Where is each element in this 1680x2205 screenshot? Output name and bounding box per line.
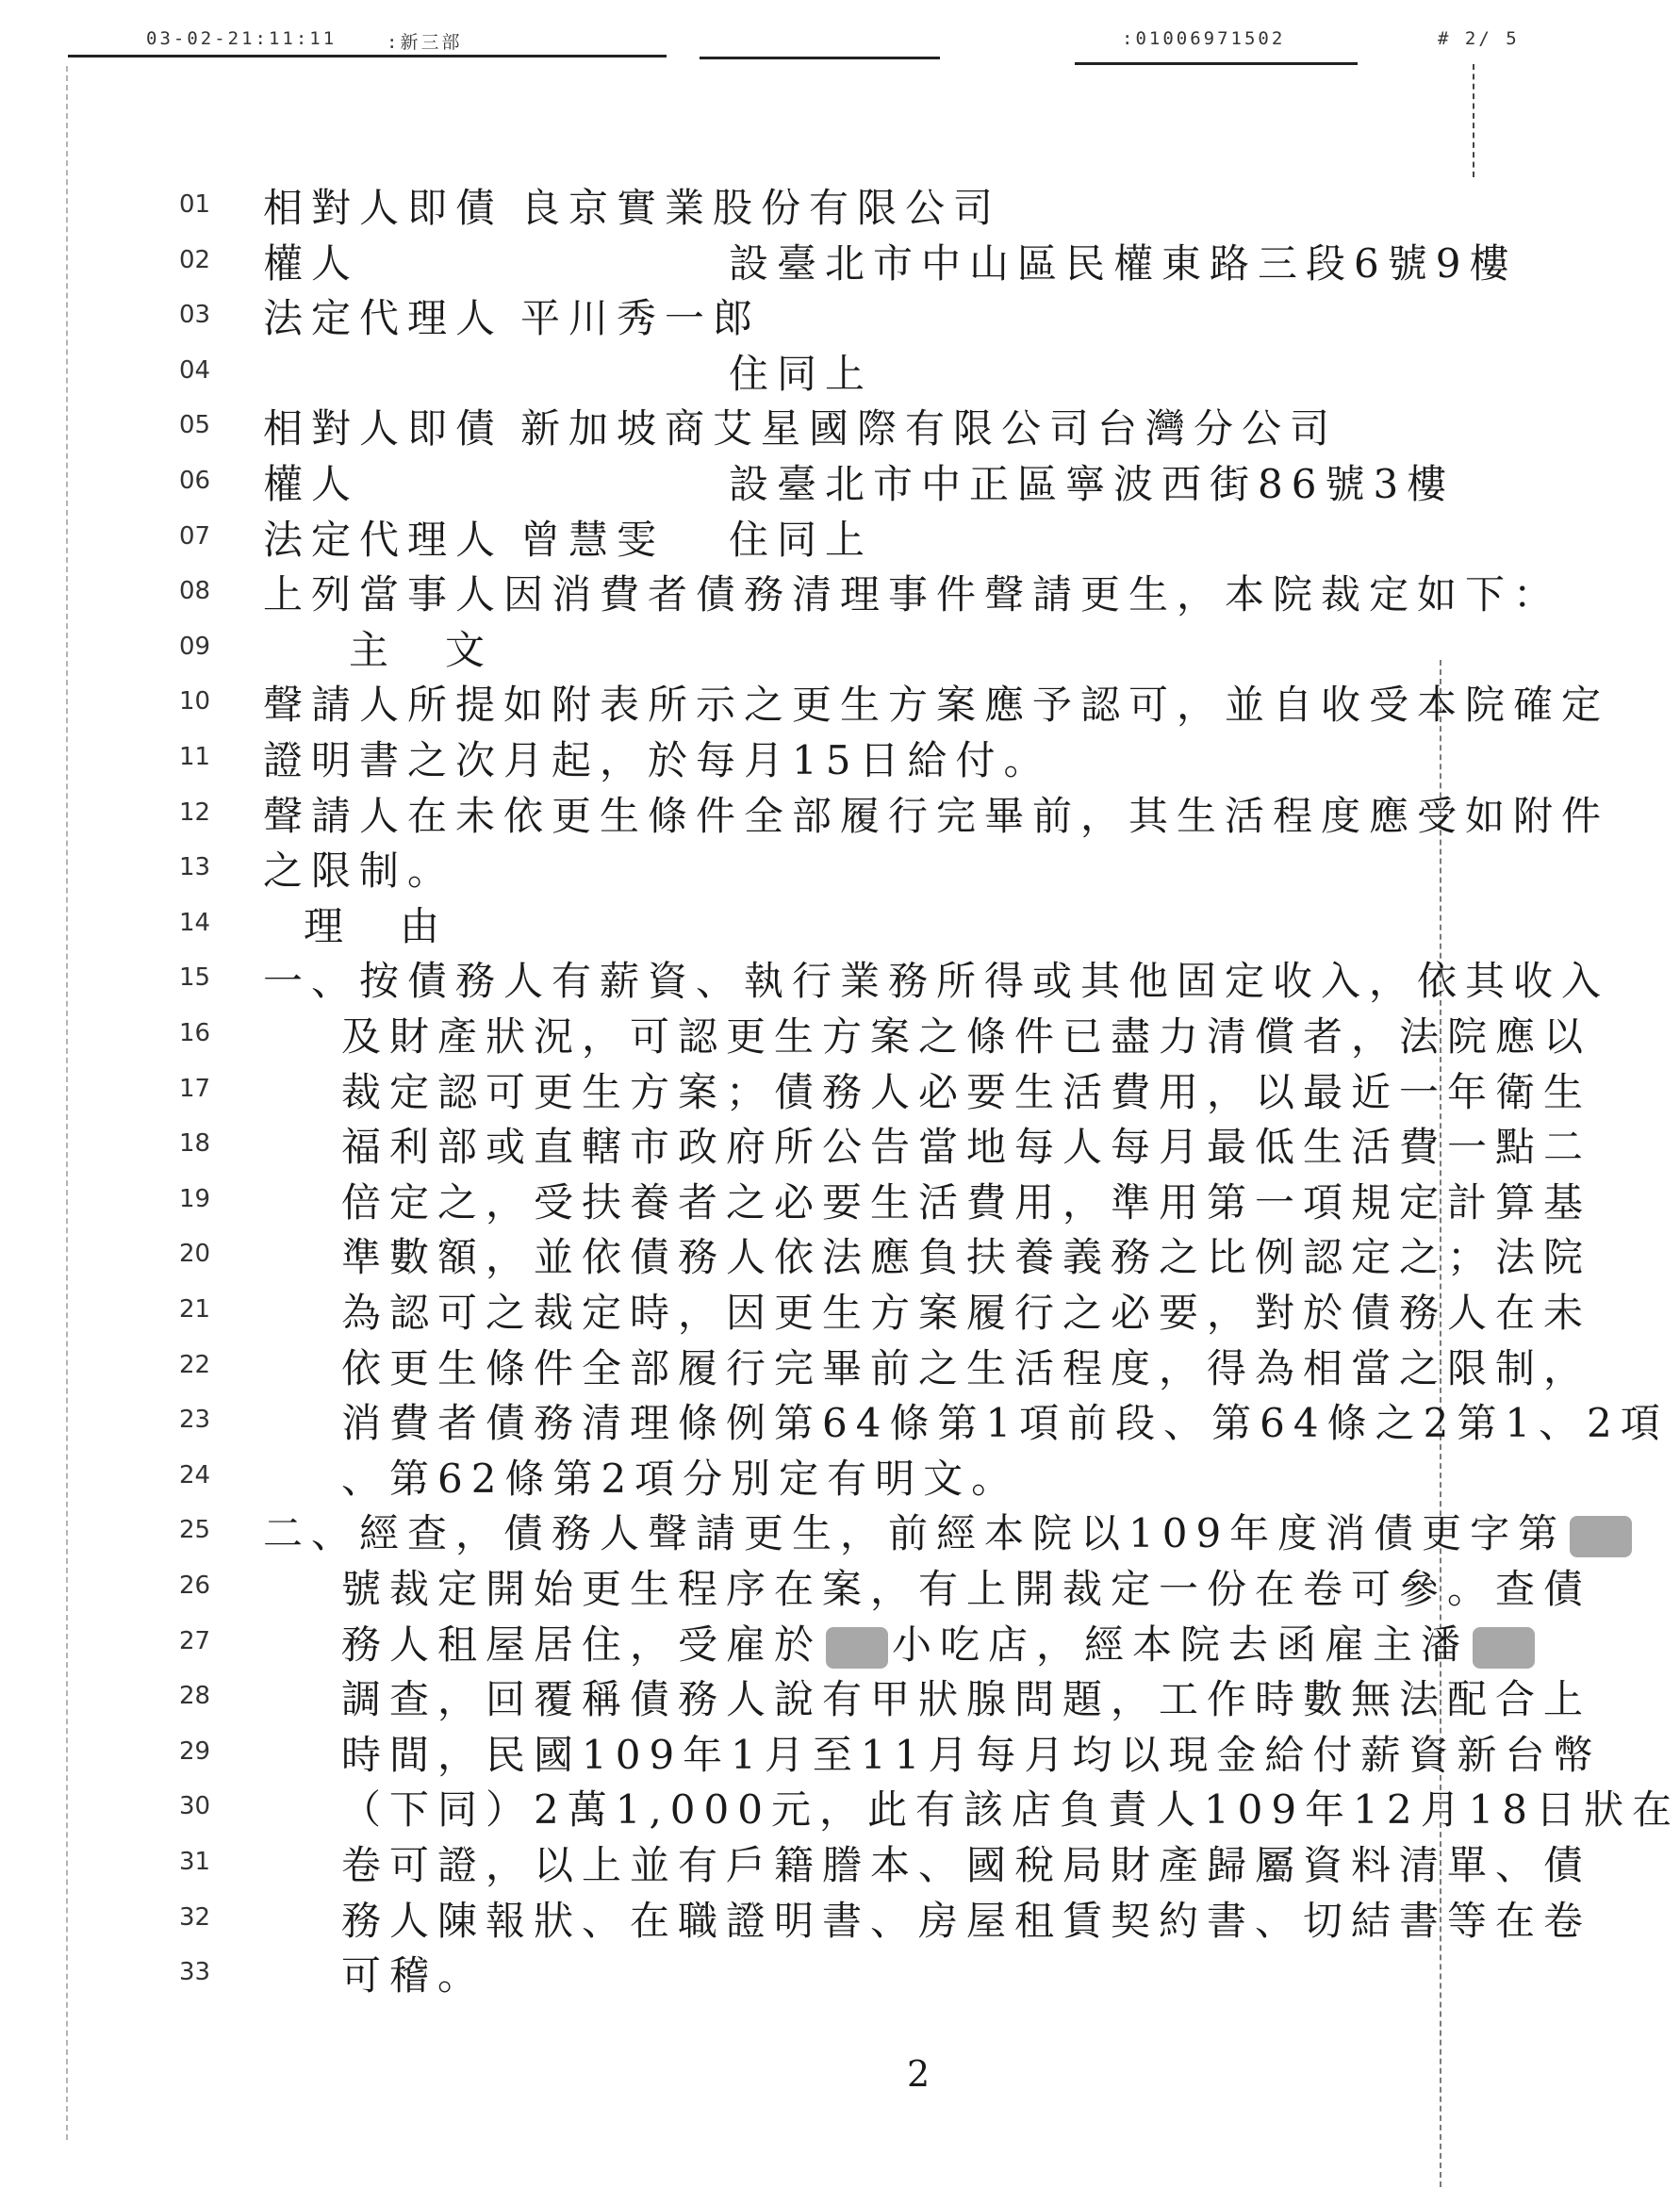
line-text-addr: 設臺北市中山區民權東路三段6號9樓 — [729, 239, 1518, 287]
line-number: 09 — [179, 632, 211, 661]
line-number: 31 — [179, 1848, 211, 1876]
line-text-label: 相對人即債 — [263, 405, 504, 453]
line-number: 26 — [179, 1571, 211, 1600]
line-number: 03 — [179, 301, 211, 330]
document-line — [0, 1120, 1592, 1175]
document-line — [0, 789, 1610, 844]
line-text-indent: 依更生條件全部履行完畢前之生活程度，得為相當之限制， — [341, 1344, 1592, 1391]
document-line — [0, 1672, 1592, 1727]
line-number: 02 — [179, 245, 211, 274]
line-number: 01 — [179, 190, 211, 219]
line-text-name: 新加坡商艾星國際有限公司台灣分公司 — [520, 405, 1339, 453]
line-text-indent: 準數額，並依債務人依法應負扶養義務之比例認定之；法院 — [341, 1234, 1592, 1281]
line-number: 15 — [179, 963, 211, 993]
line-text-addr: 住同上 — [729, 350, 874, 397]
document-line — [0, 733, 1428, 788]
line-number: 18 — [179, 1129, 211, 1159]
line-text-heading2: 理 由 — [304, 902, 449, 949]
line-number: 07 — [179, 521, 211, 551]
document-line — [0, 181, 1428, 236]
document-line — [0, 1010, 1592, 1064]
line-text-body: 之限制。 — [263, 847, 456, 895]
line-number: 22 — [179, 1350, 211, 1379]
line-text-indent: 為認可之裁定時，因更生方案履行之必要，對於債務人在未 — [341, 1290, 1592, 1336]
line-text-indent: 裁定認可更生方案；債務人必要生活費用，以最近一年衛生 — [341, 1068, 1592, 1115]
document-line — [0, 1176, 1592, 1230]
fax-datetime: 03-02-21:11:11 — [146, 28, 338, 49]
line-text-indent: 、第62條第2項分別定有明文。 — [341, 1455, 1020, 1502]
scan-edge-right — [1473, 64, 1474, 177]
line-number: 19 — [179, 1184, 211, 1213]
line-text-indent: （下同）2萬1,000元，此有該店負責人109年12月18日狀在 — [341, 1786, 1680, 1834]
line-number: 27 — [179, 1626, 211, 1655]
document-line — [0, 1452, 1428, 1506]
line-text-body: 一、按債務人有薪資、執行業務所得或其他固定收入，依其收入 — [263, 958, 1610, 1005]
redaction-block — [1473, 1627, 1535, 1669]
line-number: 25 — [179, 1516, 211, 1545]
document-line — [0, 457, 1456, 512]
document-line — [0, 899, 1428, 954]
line-number: 23 — [179, 1406, 211, 1435]
fax-page-counter: # 2/ 5 — [1438, 28, 1520, 49]
document-line — [0, 623, 1428, 678]
line-text-label: 相對人即債 — [263, 185, 504, 231]
line-number: 10 — [179, 687, 211, 716]
line-text-part: 務人租屋居住，受雇於 — [341, 1621, 823, 1668]
line-text-indent: 福利部或直轄市政府所公告當地每人每月最低生活費一點二 — [341, 1124, 1592, 1171]
line-text-part: 二、經查，債務人聲請更生，前經本院以109年度消債更字第 — [263, 1510, 1567, 1557]
line-number: 11 — [179, 743, 211, 771]
header-rule — [68, 55, 667, 58]
header-rule — [700, 57, 940, 59]
line-text-label: 權人 — [263, 239, 360, 287]
document-line — [0, 844, 1428, 898]
redaction-block — [826, 1627, 888, 1669]
line-number: 16 — [179, 1019, 211, 1047]
line-number: 24 — [179, 1460, 211, 1489]
line-text-body: 上列當事人因消費者債務清理事件聲請更生，本院裁定如下： — [263, 571, 1562, 618]
line-text-indent: 消費者債務清理條例第64條第1項前段、第64條之2第1、2項 — [341, 1400, 1669, 1447]
document-line — [0, 1286, 1592, 1341]
document-line — [0, 1894, 1592, 1949]
document-line — [0, 678, 1610, 732]
line-text-body: 證明書之次月起，於每月15日給付。 — [263, 737, 1052, 783]
document-line — [0, 1783, 1680, 1837]
line-number: 33 — [179, 1958, 211, 1987]
line-text-indent: 調查，回覆稱債務人說有甲狀腺問題，工作時數無法配合上 — [341, 1676, 1592, 1723]
line-text-indent: 及財產狀況，可認更生方案之條件已盡力清償者，法院應以 — [341, 1013, 1592, 1060]
document-line — [0, 291, 1428, 346]
line-number: 14 — [179, 908, 211, 937]
line-text-indent: 卷可證，以上並有戶籍謄本、國稅局財產歸屬資料清單、債 — [341, 1842, 1592, 1888]
line-text-indent: 可稽。 — [341, 1952, 486, 1999]
document-line — [0, 1562, 1592, 1617]
document-line — [0, 1618, 1470, 1672]
line-number: 05 — [179, 411, 211, 440]
line-number: 17 — [179, 1074, 211, 1103]
document-line — [0, 568, 1562, 622]
line-number: 06 — [179, 467, 211, 495]
line-text-indent: 務人陳報狀、在職證明書、房屋租賃契約書、切結書等在卷 — [341, 1897, 1592, 1944]
document-line — [0, 954, 1610, 1009]
line-text-indent: 號裁定開始更生程序在案，有上開裁定一份在卷可參。查債 — [341, 1566, 1592, 1612]
line-number: 13 — [179, 853, 211, 882]
line-number: 12 — [179, 798, 211, 827]
line-text-label: 法定代理人 — [263, 516, 504, 563]
document-line — [0, 1341, 1592, 1396]
line-number: 20 — [179, 1240, 211, 1269]
document-line — [0, 347, 1428, 402]
document-line — [0, 1728, 1602, 1783]
line-text-indent: 時間，民國109年1月至11月每月均以現金給付薪資新台幣 — [341, 1731, 1602, 1778]
line-text-body: 聲請人所提如附表所示之更生方案應予認可，並自收受本院確定 — [263, 682, 1610, 729]
fax-number: :01006971502 — [1122, 28, 1286, 49]
line-number: 30 — [179, 1792, 211, 1821]
line-text-label: 權人 — [263, 461, 360, 507]
line-text-indent — [341, 1618, 1539, 1672]
line-text-name: 平川秀一郎 — [520, 295, 762, 342]
line-text-part: 小吃店，經本院去函雇主潘 — [892, 1621, 1470, 1668]
document-line — [0, 1506, 1567, 1561]
line-text-addr: 住同上 — [729, 516, 874, 563]
document-line — [0, 1838, 1592, 1893]
document-line — [0, 1396, 1669, 1451]
line-number: 04 — [179, 355, 211, 385]
page-number: 2 — [907, 2053, 931, 2095]
fax-sender: :新三部 — [387, 32, 463, 53]
line-text-label: 法定代理人 — [263, 295, 504, 342]
document-line — [0, 1065, 1592, 1120]
line-text-heading: 主 文 — [349, 626, 494, 673]
header-rule — [1075, 62, 1358, 65]
document-line — [0, 513, 1428, 568]
line-text-addr: 設臺北市中正區寧波西街86號3樓 — [729, 461, 1456, 507]
line-text-body: 聲請人在未依更生條件全部履行完畢前，其生活程度應受如附件 — [263, 792, 1610, 839]
line-text-body — [263, 1506, 1636, 1561]
document-line — [0, 237, 1518, 291]
line-text-indent: 倍定之，受扶養者之必要生活費用，準用第一項規定計算基 — [341, 1178, 1592, 1226]
document-line — [0, 1230, 1592, 1285]
line-number: 08 — [179, 577, 211, 606]
line-number: 29 — [179, 1736, 211, 1766]
line-number: 32 — [179, 1902, 211, 1932]
document-line — [0, 402, 1428, 456]
redaction-block — [1570, 1516, 1632, 1557]
line-text-name: 曾慧雯 — [520, 516, 666, 563]
line-number: 21 — [179, 1295, 211, 1324]
line-number: 28 — [179, 1682, 211, 1711]
line-text-name: 良京實業股份有限公司 — [520, 185, 1002, 231]
document-line — [0, 1949, 1428, 2003]
